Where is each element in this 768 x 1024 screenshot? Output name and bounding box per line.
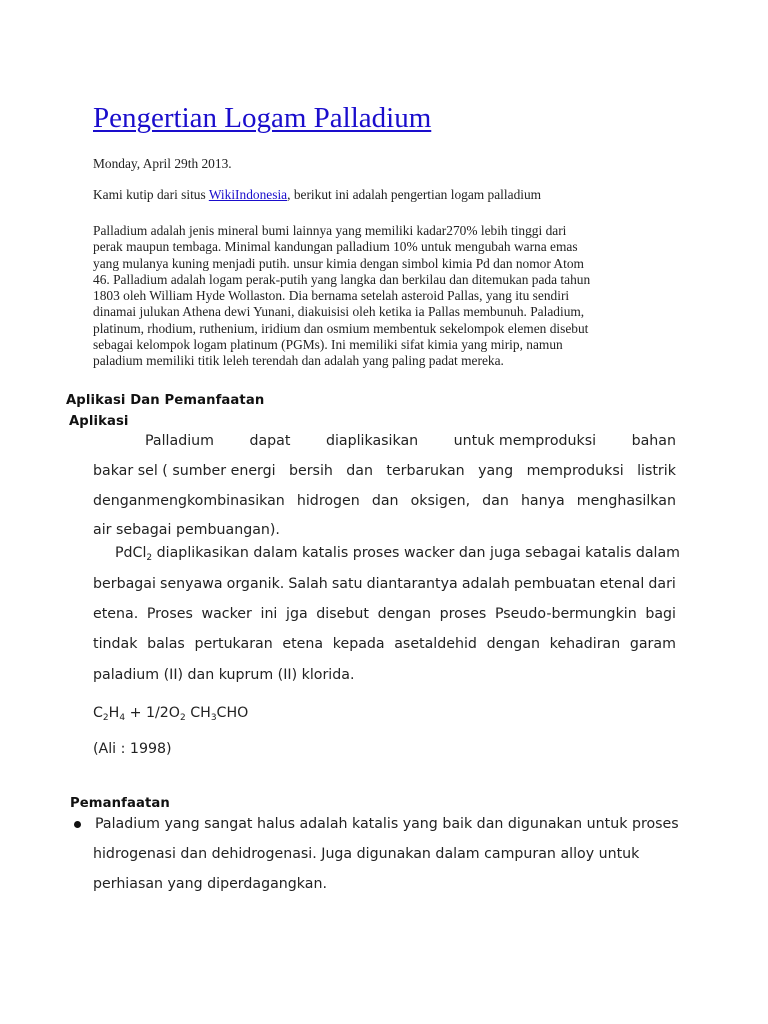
word: wacker [201, 606, 252, 622]
eq-c: C [93, 705, 103, 721]
word: listrik [637, 463, 676, 479]
intro-line [93, 187, 541, 203]
word: Proses [146, 606, 193, 622]
paragraph-line: sebagai kelompok logam platinum (PGMs). Ini memiliki sifat kimia yang mirip, namun [93, 337, 563, 353]
aplikasi-line-4: air sebagai pembuangan). [93, 522, 280, 538]
pemanfaatan-line-2: hidrogenasi dan dehidrogenasi. Juga digunakan dalam campuran alloy untuk [93, 846, 640, 862]
chemical-equation [93, 705, 248, 723]
aplikasi-line-2 [93, 463, 676, 483]
word: Pseudo-bermungkin [494, 606, 637, 622]
word: dengan [377, 606, 431, 622]
word: kehadiran [549, 636, 621, 652]
word: bahan [631, 433, 676, 449]
word: disebut [316, 606, 369, 622]
definition-paragraph [93, 223, 683, 370]
word: dengan [486, 636, 540, 652]
word: organik. [226, 576, 285, 592]
word: memproduksi [526, 463, 624, 479]
aplikasi-line-3 [93, 493, 676, 513]
word: dan [346, 463, 373, 479]
word: hanya [520, 493, 565, 509]
eq-ch: CH [185, 705, 211, 721]
word: satu [331, 576, 363, 592]
post-date: Monday, April 29th 2013. [93, 156, 232, 171]
eq-h: H [108, 705, 120, 721]
eq-mid: + 1/2O [125, 705, 180, 721]
aplikasi-line-1 [145, 433, 676, 453]
word: bakar sel ( sumber energi [93, 463, 276, 479]
word: bersih [288, 463, 333, 479]
eq-ch-sub: 3 [210, 713, 217, 723]
word: untuk memproduksi [453, 433, 597, 449]
word: kepada [332, 636, 385, 652]
word: dan [371, 493, 399, 509]
aplikasi-para2-line-3 [93, 606, 676, 626]
word: Palladium [145, 433, 214, 449]
eq-o-sub: 2 [179, 713, 186, 723]
paragraph-line: 1803 oleh William Hyde Wollaston. Dia bernama setelah asteroid Pallas, yang itu sendiri [93, 288, 570, 304]
pemanfaatan-line-3: perhiasan yang diperdagangkan. [93, 876, 327, 892]
subheading-aplikasi: Aplikasi [69, 414, 129, 429]
aplikasi-para2-line-2 [93, 576, 676, 596]
paragraph-line: perak maupun tembaga. Minimal kandungan palladium 10% untuk mengubah warna emas [93, 239, 578, 255]
aplikasi-para2-line-5: paladium (II) dan kuprum (II) klorida. [93, 667, 355, 683]
word: proses [439, 606, 487, 622]
paragraph-line: paladium memiliki titik leleh terendah dan adalah yang paling padat mereka. [93, 353, 504, 369]
word: tindak [93, 636, 138, 652]
section-heading-aplikasi-dan-pemanfaatan: Aplikasi Dan Pemanfaatan [66, 393, 265, 408]
aplikasi-para2-line-4 [93, 636, 676, 656]
word: jga [286, 606, 308, 622]
intro-text-after: , berikut ini adalah pengertian logam palladium [287, 187, 542, 202]
word: ini [260, 606, 278, 622]
word: dari [648, 576, 676, 592]
word: senyawa [160, 576, 223, 592]
pdcl-subscript: 2 [146, 553, 153, 563]
word: adalah [461, 576, 510, 592]
word: pertukaran [194, 636, 273, 652]
word: denganmengkombinasikan [93, 493, 285, 509]
word: dapat [249, 433, 291, 449]
eq-h-sub: 4 [119, 713, 126, 723]
word: etenal [599, 576, 645, 592]
word: bagi [645, 606, 676, 622]
paragraph-line: dinamai julukan Athena dewi Yunani, diakuisisi oleh ketika ia Pallas membunuh. Paladium, [93, 304, 585, 320]
word: Salah [288, 576, 328, 592]
citation: (Ali : 1998) [93, 741, 172, 757]
word: balas [147, 636, 185, 652]
word: garam [629, 636, 676, 652]
bullet-dot [74, 821, 81, 828]
word: dan [482, 493, 509, 509]
paragraph-line: 46. Palladium adalah logam perak-putih yang langka dan berkilau dan ditemukan pada tahun [93, 271, 591, 287]
word: diantarantya [366, 576, 458, 592]
wikiindonesia-link[interactable]: WikiIndonesia [208, 187, 288, 202]
pemanfaatan-line-1: Paladium yang sangat halus adalah katalis yang baik dan digunakan untuk proses [95, 816, 679, 832]
eq-c-sub: 2 [102, 713, 109, 723]
paragraph-line: Palladium adalah jenis mineral bumi lainnya yang memiliki kadar270% lebih tinggi dari [93, 223, 567, 238]
word: etena. [93, 606, 139, 622]
word: menghasilkan [576, 493, 676, 509]
para2-line1-text: diaplikasikan dalam katalis proses wacker dan juga sebagai katalis dalam [152, 545, 681, 561]
word: etena [282, 636, 324, 652]
paragraph-line: yang mulanya kuning menjadi putih. unsur kimia dengan simbol kimia Pd dan nomor Atom [93, 255, 584, 271]
paragraph-line: platinum, rhodium, ruthenium, iridium dan osmium membentuk sekelompok elemen disebut [93, 320, 589, 336]
word: yang [478, 463, 514, 479]
pdcl-symbol: PdCl [115, 545, 147, 561]
aplikasi-para2-line-1 [115, 545, 680, 563]
word: terbarukan [386, 463, 465, 479]
word: diaplikasikan [325, 433, 419, 449]
page-title[interactable]: Pengertian Logam Palladium [93, 102, 432, 134]
word: berbagai [93, 576, 156, 592]
eq-end: CHO [216, 705, 249, 721]
word: hidrogen [296, 493, 360, 509]
intro-text-before: Kami kutip dari situs [93, 187, 209, 202]
word: pembuatan [513, 576, 596, 592]
word: asetaldehid [394, 636, 477, 652]
subheading-pemanfaatan: Pemanfaatan [70, 796, 170, 811]
word: oksigen, [410, 493, 471, 509]
